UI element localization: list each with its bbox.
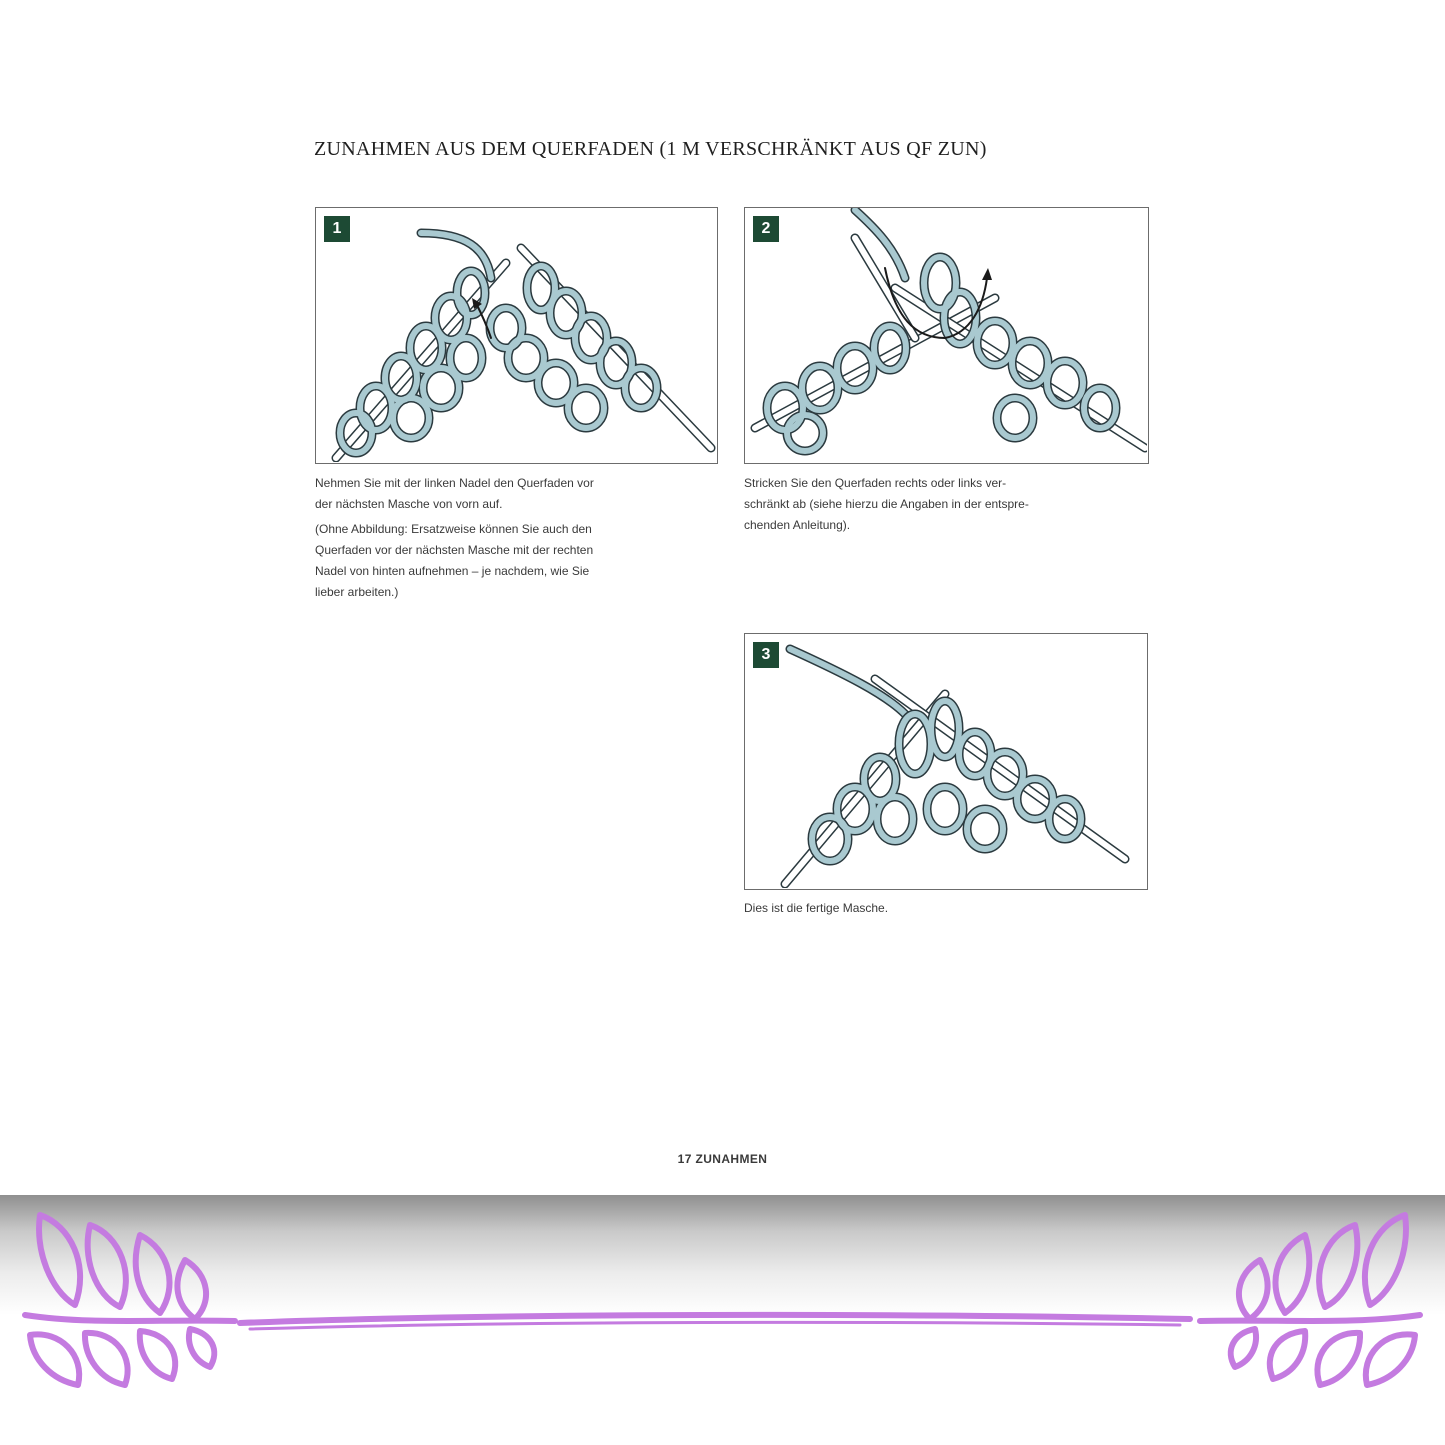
note-line: Querfaden vor der nächsten Masche mit der rechten <box>315 543 594 557</box>
step-badge: 2 <box>753 216 779 242</box>
knitting-stitch-illustration-icon <box>745 634 1146 888</box>
note-line: lieber arbeiten.) <box>315 585 399 599</box>
caption-line: Stricken Sie den Querfaden rechts oder links ver- <box>744 476 1007 490</box>
note-line: (Ohne Abbildung: Ersatzweise können Sie auch den <box>315 522 592 536</box>
caption-line: Nehmen Sie mit der linken Nadel den Querfaden vor <box>315 476 594 490</box>
caption-line: der nächsten Masche von vorn auf. <box>315 497 503 511</box>
note-line: Nadel von hinten aufnehmen – je nachdem, wie Sie <box>315 564 590 578</box>
step-badge: 1 <box>324 216 350 242</box>
illustration-panel-step-2 <box>744 207 1149 464</box>
caption-line: chenden Anleitung). <box>744 518 851 532</box>
step-badge: 3 <box>753 642 779 668</box>
knitting-stitch-illustration-icon <box>316 208 716 462</box>
caption-line: schränkt ab (siehe hierzu die Angaben in der entspre- <box>744 497 1029 511</box>
page-footer: 17 ZUNAHMEN <box>677 1152 768 1166</box>
purple-leaf-branch-ornament-icon <box>0 1195 1445 1445</box>
page-title: ZUNAHMEN AUS DEM QUERFADEN (1 M VERSCHRÄNKT AUS QF ZUN) <box>314 138 987 160</box>
step-2-caption <box>744 473 1154 540</box>
step-1-caption <box>315 473 725 607</box>
illustration-panel-step-3 <box>744 633 1148 890</box>
step-3-caption <box>744 898 1154 923</box>
knitting-stitch-illustration-icon <box>745 208 1147 462</box>
caption-line: Dies ist die fertige Masche. <box>744 901 889 915</box>
illustration-panel-step-1 <box>315 207 718 464</box>
